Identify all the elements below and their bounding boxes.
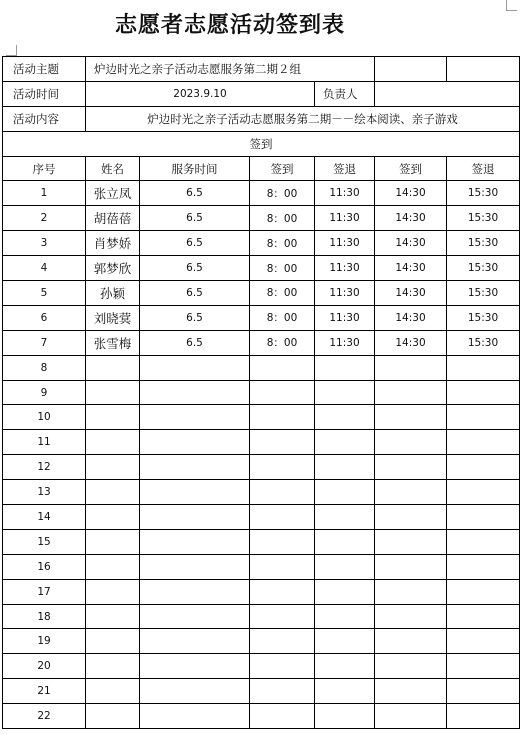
page-corner-mark-right: [506, 0, 517, 11]
signin-time-pm[interactable]: [375, 380, 447, 405]
signout-time-am[interactable]: 11:30: [315, 281, 375, 306]
signin-time-am[interactable]: 8：00: [250, 231, 315, 256]
signout-time-pm[interactable]: [447, 380, 520, 405]
signout-time-pm[interactable]: [447, 480, 520, 505]
volunteer-name[interactable]: 孙颖: [86, 281, 140, 306]
service-hours[interactable]: [140, 554, 250, 579]
signin-time-pm[interactable]: [375, 654, 447, 679]
signin-time-am[interactable]: [250, 654, 315, 679]
column-header-signout-pm: 签退: [447, 156, 520, 181]
signout-time-am[interactable]: [315, 554, 375, 579]
signout-time-pm[interactable]: [447, 629, 520, 654]
service-hours[interactable]: [140, 505, 250, 530]
volunteer-name[interactable]: [86, 380, 140, 405]
signin-time-pm[interactable]: [375, 704, 447, 729]
signin-header: 签到: [3, 131, 520, 156]
service-hours[interactable]: [140, 654, 250, 679]
signout-time-am[interactable]: [315, 579, 375, 604]
column-header-row: [3, 156, 520, 181]
service-hours[interactable]: 6.5: [140, 181, 250, 206]
table-row: [3, 355, 520, 380]
signin-time-am[interactable]: [250, 554, 315, 579]
signout-time-pm[interactable]: 15:30: [447, 181, 520, 206]
volunteer-name[interactable]: [86, 679, 140, 704]
table-row: [3, 704, 520, 729]
signin-time-am[interactable]: [250, 405, 315, 430]
table-row: [3, 330, 520, 355]
volunteer-name[interactable]: [86, 704, 140, 729]
table-row: [3, 529, 520, 554]
signin-header-row: [3, 131, 520, 156]
table-row: [3, 604, 520, 629]
signin-time-pm[interactable]: [375, 430, 447, 455]
signout-time-am[interactable]: [315, 654, 375, 679]
column-header-signin-am: 签到: [250, 156, 315, 181]
signin-time-pm[interactable]: [375, 455, 447, 480]
signin-time-am[interactable]: [250, 704, 315, 729]
row-number: 7: [3, 330, 86, 355]
table-row: [3, 554, 520, 579]
table-row: [3, 430, 520, 455]
signout-time-pm[interactable]: 15:30: [447, 231, 520, 256]
signin-time-pm[interactable]: [375, 579, 447, 604]
signout-time-pm[interactable]: 15:30: [447, 330, 520, 355]
signout-time-am[interactable]: [315, 455, 375, 480]
theme-extra-cell[interactable]: [375, 57, 447, 82]
signin-time-am[interactable]: [250, 505, 315, 530]
signin-time-pm[interactable]: [375, 629, 447, 654]
signin-time-am[interactable]: [250, 480, 315, 505]
signin-time-pm[interactable]: [375, 355, 447, 380]
row-number: 17: [3, 579, 86, 604]
row-number: 4: [3, 256, 86, 281]
theme-value[interactable]: 炉边时光之亲子活动志愿服务第二期２组: [86, 57, 375, 82]
row-number: 6: [3, 305, 86, 330]
row-number: 5: [3, 281, 86, 306]
signout-time-am[interactable]: [315, 405, 375, 430]
signout-time-pm[interactable]: [447, 579, 520, 604]
signin-time-am[interactable]: [250, 679, 315, 704]
service-hours[interactable]: [140, 355, 250, 380]
volunteer-name[interactable]: [86, 455, 140, 480]
table-row: [3, 305, 520, 330]
volunteer-name[interactable]: 张立凤: [86, 181, 140, 206]
signin-time-pm[interactable]: 14:30: [375, 281, 447, 306]
signout-time-am[interactable]: 11:30: [315, 305, 375, 330]
row-number: 13: [3, 480, 86, 505]
row-number: 1: [3, 181, 86, 206]
signin-time-pm[interactable]: 14:30: [375, 305, 447, 330]
table-row: [3, 181, 520, 206]
signin-time-pm[interactable]: 14:30: [375, 206, 447, 231]
table-row: [3, 579, 520, 604]
signout-time-pm[interactable]: [447, 704, 520, 729]
service-hours[interactable]: 6.5: [140, 281, 250, 306]
signin-time-am[interactable]: [250, 455, 315, 480]
column-header-no: 序号: [3, 156, 86, 181]
volunteer-name[interactable]: [86, 480, 140, 505]
row-number: 10: [3, 405, 86, 430]
signout-time-pm[interactable]: [447, 654, 520, 679]
table-row: [3, 231, 520, 256]
service-hours[interactable]: [140, 529, 250, 554]
volunteer-name[interactable]: [86, 629, 140, 654]
volunteer-name[interactable]: 胡蓓蓓: [86, 206, 140, 231]
signout-time-pm[interactable]: 15:30: [447, 305, 520, 330]
table-row: [3, 206, 520, 231]
volunteer-name[interactable]: [86, 554, 140, 579]
service-hours[interactable]: 6.5: [140, 231, 250, 256]
signout-time-am[interactable]: [315, 480, 375, 505]
service-hours[interactable]: 6.5: [140, 256, 250, 281]
signin-time-am[interactable]: 8：00: [250, 206, 315, 231]
row-number: 12: [3, 455, 86, 480]
service-hours[interactable]: [140, 629, 250, 654]
signout-time-pm[interactable]: [447, 529, 520, 554]
signin-time-pm[interactable]: [375, 554, 447, 579]
row-number: 20: [3, 654, 86, 679]
table-row: [3, 480, 520, 505]
signout-time-pm[interactable]: 15:30: [447, 281, 520, 306]
signout-time-am[interactable]: 11:30: [315, 206, 375, 231]
row-number: 19: [3, 629, 86, 654]
table-row: [3, 679, 520, 704]
table-row: [3, 455, 520, 480]
row-number: 2: [3, 206, 86, 231]
signout-time-am[interactable]: 11:30: [315, 231, 375, 256]
signout-time-pm[interactable]: [447, 554, 520, 579]
service-hours[interactable]: [140, 604, 250, 629]
signout-time-am[interactable]: [315, 704, 375, 729]
signin-time-am[interactable]: [250, 355, 315, 380]
signin-time-pm[interactable]: 14:30: [375, 330, 447, 355]
volunteer-name[interactable]: 刘晓蓂: [86, 305, 140, 330]
signin-time-am[interactable]: [250, 529, 315, 554]
service-hours[interactable]: [140, 704, 250, 729]
signin-time-pm[interactable]: [375, 405, 447, 430]
service-hours[interactable]: [140, 380, 250, 405]
volunteer-name[interactable]: [86, 355, 140, 380]
table-row: [3, 405, 520, 430]
signin-time-am[interactable]: [250, 579, 315, 604]
volunteer-name[interactable]: 郭梦欣: [86, 256, 140, 281]
column-header-hours: 服务时间: [140, 156, 250, 181]
leader-value[interactable]: [375, 81, 520, 106]
time-label: 活动时间: [3, 81, 86, 106]
signin-time-am[interactable]: [250, 629, 315, 654]
volunteer-name[interactable]: [86, 654, 140, 679]
document-title: 志愿者志愿活动签到表: [114, 12, 345, 38]
row-number: 15: [3, 529, 86, 554]
signout-time-am[interactable]: 11:30: [315, 181, 375, 206]
theme-extra-cell-2[interactable]: [447, 57, 520, 82]
signin-time-am[interactable]: [250, 380, 315, 405]
theme-row: [3, 57, 520, 82]
row-number: 8: [3, 355, 86, 380]
service-hours[interactable]: 6.5: [140, 330, 250, 355]
signin-time-am[interactable]: 8：00: [250, 181, 315, 206]
signin-time-am[interactable]: [250, 604, 315, 629]
table-body: [3, 57, 520, 729]
row-number: 16: [3, 554, 86, 579]
signout-time-am[interactable]: 11:30: [315, 256, 375, 281]
row-number: 22: [3, 704, 86, 729]
signout-time-am[interactable]: [315, 629, 375, 654]
theme-label: 活动主题: [3, 57, 86, 82]
signout-time-am[interactable]: [315, 529, 375, 554]
service-hours[interactable]: [140, 455, 250, 480]
row-number: 3: [3, 231, 86, 256]
signin-time-pm[interactable]: [375, 604, 447, 629]
signout-time-am[interactable]: [315, 430, 375, 455]
content-row: [3, 106, 520, 131]
table-row: [3, 505, 520, 530]
page-corner-mark-left: [6, 45, 17, 56]
signout-time-pm[interactable]: [447, 505, 520, 530]
signin-time-am[interactable]: [250, 430, 315, 455]
service-hours[interactable]: [140, 480, 250, 505]
signout-time-am[interactable]: [315, 505, 375, 530]
signout-time-pm[interactable]: 15:30: [447, 206, 520, 231]
row-number: 21: [3, 679, 86, 704]
service-hours[interactable]: [140, 405, 250, 430]
column-header-signout-am: 签退: [315, 156, 375, 181]
leader-label: 负责人: [315, 81, 375, 106]
signout-time-am[interactable]: 11:30: [315, 330, 375, 355]
content-label: 活动内容: [3, 106, 86, 131]
volunteer-name[interactable]: 肖梦娇: [86, 231, 140, 256]
row-number: 11: [3, 430, 86, 455]
signout-time-pm[interactable]: [447, 355, 520, 380]
row-number: 14: [3, 505, 86, 530]
time-value[interactable]: 2023.9.10: [86, 81, 315, 106]
signout-time-pm[interactable]: 15:30: [447, 256, 520, 281]
table-row: [3, 256, 520, 281]
service-hours[interactable]: [140, 430, 250, 455]
signin-time-pm[interactable]: [375, 480, 447, 505]
signin-time-pm[interactable]: 14:30: [375, 256, 447, 281]
signin-time-am[interactable]: 8：00: [250, 305, 315, 330]
service-hours[interactable]: 6.5: [140, 305, 250, 330]
volunteer-name[interactable]: [86, 405, 140, 430]
signout-time-am[interactable]: [315, 604, 375, 629]
time-row: [3, 81, 520, 106]
volunteer-name[interactable]: [86, 604, 140, 629]
volunteer-name[interactable]: 张雪梅: [86, 330, 140, 355]
volunteer-name[interactable]: [86, 505, 140, 530]
table-row: [3, 629, 520, 654]
table-row: [3, 654, 520, 679]
content-value[interactable]: 炉边时光之亲子活动志愿服务第二期－－绘本阅读、亲子游戏: [86, 106, 520, 131]
signin-time-am[interactable]: 8：00: [250, 281, 315, 306]
signin-time-am[interactable]: 8：00: [250, 330, 315, 355]
service-hours[interactable]: [140, 679, 250, 704]
signin-time-pm[interactable]: 14:30: [375, 181, 447, 206]
signout-time-am[interactable]: [315, 380, 375, 405]
signin-time-pm[interactable]: [375, 505, 447, 530]
signout-time-pm[interactable]: [447, 430, 520, 455]
table-row: [3, 281, 520, 306]
column-header-signin-pm: 签到: [375, 156, 447, 181]
signout-time-pm[interactable]: [447, 405, 520, 430]
row-number: 9: [3, 380, 86, 405]
row-number: 18: [3, 604, 86, 629]
volunteer-name[interactable]: [86, 430, 140, 455]
signout-time-am[interactable]: [315, 355, 375, 380]
signin-time-am[interactable]: 8：00: [250, 256, 315, 281]
volunteer-name[interactable]: [86, 579, 140, 604]
column-header-name: 姓名: [86, 156, 140, 181]
service-hours[interactable]: [140, 579, 250, 604]
signout-time-pm[interactable]: [447, 679, 520, 704]
signout-time-pm[interactable]: [447, 604, 520, 629]
signout-time-pm[interactable]: [447, 455, 520, 480]
signin-table: [2, 56, 520, 729]
signin-time-pm[interactable]: 14:30: [375, 231, 447, 256]
signin-time-pm[interactable]: [375, 679, 447, 704]
volunteer-name[interactable]: [86, 529, 140, 554]
signout-time-am[interactable]: [315, 679, 375, 704]
table-row: [3, 380, 520, 405]
service-hours[interactable]: 6.5: [140, 206, 250, 231]
signin-time-pm[interactable]: [375, 529, 447, 554]
